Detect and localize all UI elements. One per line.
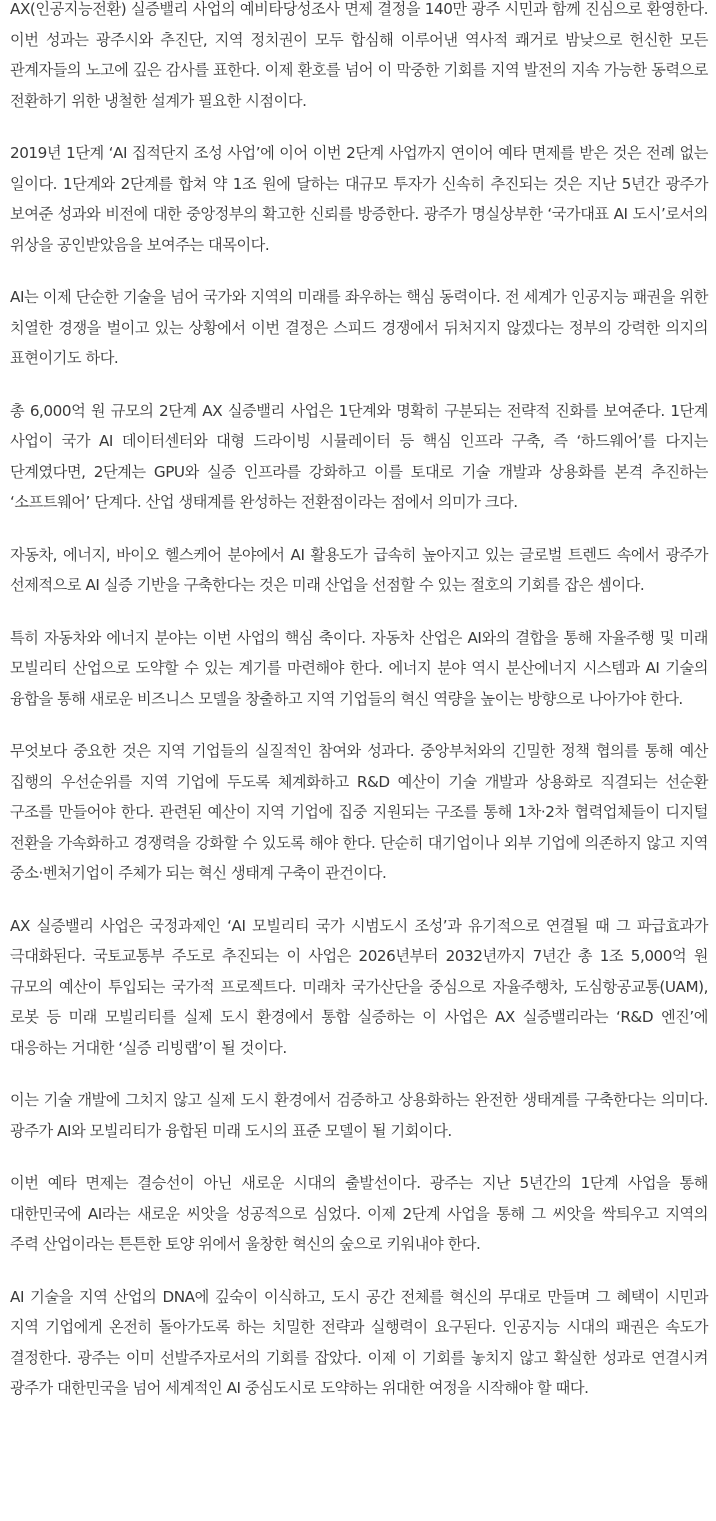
- paragraph-7: 무엇보다 중요한 것은 지역 기업들의 실질적인 참여와 성과다. 중앙부처와의 긴밀한 정책 협의를 통해 예산 집행의 우선순위를 지역 기업에 두도록 체계화하고 R&D 예산이 기술 개발과 상용화로 직결되는 선순환 구조를 만들어야 한다. 관련된 예산이 지역 기업에 집중 지원되는 구조를 통해 1차·2차 협력업체들이 디지털 전환을 가속화하고 경쟁력을 강화할 수 있도록 해야 한다. 단순히 대기업이나 외부 기업에 의존하지 않고 지역 중소·벤처기업이 주체가 되는 혁신 생태계 구축이 관건이다.: [10, 742, 708, 882]
- paragraph-9: 이는 기술 개발에 그치지 않고 실제 도시 환경에서 검증하고 상용화하는 완전한 생태계를 구축한다는 의미다. 광주가 AI와 모빌리티가 융합된 미래 도시의 표준 모델이 될 기회이다.: [10, 1091, 708, 1140]
- paragraph-4: 총 6,000억 원 규모의 2단계 AX 실증밸리 사업은 1단계와 명확히 구분되는 전략적 진화를 보여준다. 1단계 사업이 국가 AI 데이터센터와 대형 드라이빙 시뮬레이터 등 핵심 인프라 구축, 즉 ‘하드웨어’를 다지는 단계였다면, 2단계는 GPU와 실증 인프라를 강화하고 이를 토대로 기술 개발과 상용화를 본격 추진하는 ‘소프트웨어’ 단계다. 산업 생태계를 완성하는 전환점이라는 점에서 의미가 크다.: [10, 401, 708, 511]
- paragraph-6: 특히 자동차와 에너지 분야는 이번 사업의 핵심 축이다. 자동차 산업은 AI와의 결합을 통해 자율주행 및 미래 모빌리티 산업으로 도약할 수 있는 계기를 마련해야 한다. 에너지 분야 역시 분산에너지 시스템과 AI 기술의 융합을 통해 새로운 비즈니스 모델을 창출하고 지역 기업들의 혁신 역량을 높이는 방향으로 나아가야 한다.: [10, 628, 708, 708]
- paragraph-8: AX 실증밸리 사업은 국정과제인 ‘AI 모빌리티 국가 시범도시 조성’과 유기적으로 연결될 때 그 파급효과가 극대화된다. 국토교통부 주도로 추진되는 이 사업은 2026년부터 2032년까지 7년간 총 1조 5,000억 원 규모의 예산이 투입되는 국가적 프로젝트다. 미래차 국가산단을 중심으로 자율주행차, 도심항공교통(UAM), 로봇 등 미래 모빌리티를 실제 도시 환경에서 통합 실증하는 이 사업은 AX 실증밸리라는 ‘R&D 엔진’에 대응하는 거대한 ‘실증 리빙랩’이 될 것이다.: [10, 916, 708, 1057]
- paragraph-1: AX(인공지능전환) 실증밸리 사업의 예비타당성조사 면제 결정을 140만 광주 시민과 함께 진심으로 환영한다. 이번 성과는 광주시와 추진단, 지역 정치권이 모두 합심해 이루어낸 역사적 쾌거로 밤낮으로 헌신한 모든 관계자들의 노고에 깊은 감사를 표한다. 이제 환호를 넘어 이 막중한 기회를 지역 발전의 지속 가능한 동력으로 전환하기 위한 냉철한 설계가 필요한 시점이다.: [10, 0, 708, 110]
- paragraph-11: AI 기술을 지역 산업의 DNA에 깊숙이 이식하고, 도시 공간 전체를 혁신의 무대로 만들며 그 혜택이 시민과 지역 기업에게 온전히 돌아가도록 하는 치밀한 전략과 실행력이 요구된다. 인공지능 시대의 패권은 속도가 결정한다. 광주는 이미 선발주자로서의 기회를 잡았다. 이제 이 기회를 놓치지 않고 확실한 성과로 연결시켜 광주가 대한민국을 넘어 세계적인 AI 중심도시로 도약하는 위대한 여정을 시작해야 할 때다.: [10, 1287, 708, 1397]
- paragraph-5: 자동차, 에너지, 바이오 헬스케어 분야에서 AI 활용도가 급속히 높아지고 있는 글로벌 트렌드 속에서 광주가 선제적으로 AI 실증 기반을 구축한다는 것은 미래 산업을 선점할 수 있는 절호의 기회를 잡은 셈이다.: [10, 545, 708, 594]
- paragraph-10: 이번 예타 면제는 결승선이 아닌 새로운 시대의 출발선이다. 광주는 지난 5년간의 1단계 사업을 통해 대한민국에 AI라는 새로운 씨앗을 성공적으로 심었다. 이제 2단계 사업을 통해 그 씨앗을 싹틔우고 지역의 주력 산업이라는 튼튼한 토양 위에서 울창한 혁신의 숲으로 키워내야 한다.: [10, 1174, 708, 1253]
- paragraph-3: AI는 이제 단순한 기술을 넘어 국가와 지역의 미래를 좌우하는 핵심 동력이다. 전 세계가 인공지능 패권을 위한 치열한 경쟁을 벌이고 있는 상황에서 이번 결정은 스피드 경쟁에서 뒤처지지 않겠다는 정부의 강력한 의지의 표현이기도 하다.: [10, 288, 708, 367]
- paragraph-2: 2019년 1단계 ‘AI 집적단지 조성 사업’에 이어 이번 2단계 사업까지 연이어 예타 면제를 받은 것은 전례 없는 일이다. 1단계와 2단계를 합쳐 약 1조 원에 달하는 대규모 투자가 신속히 추진되는 것은 지난 5년간 광주가 보여준 성과와 비전에 대한 중앙정부의 확고한 신뢰를 방증한다. 광주가 명실상부한 ‘국가대표 AI 도시’로서의 위상을 공인받았음을 보여주는 대목이다.: [10, 144, 708, 254]
